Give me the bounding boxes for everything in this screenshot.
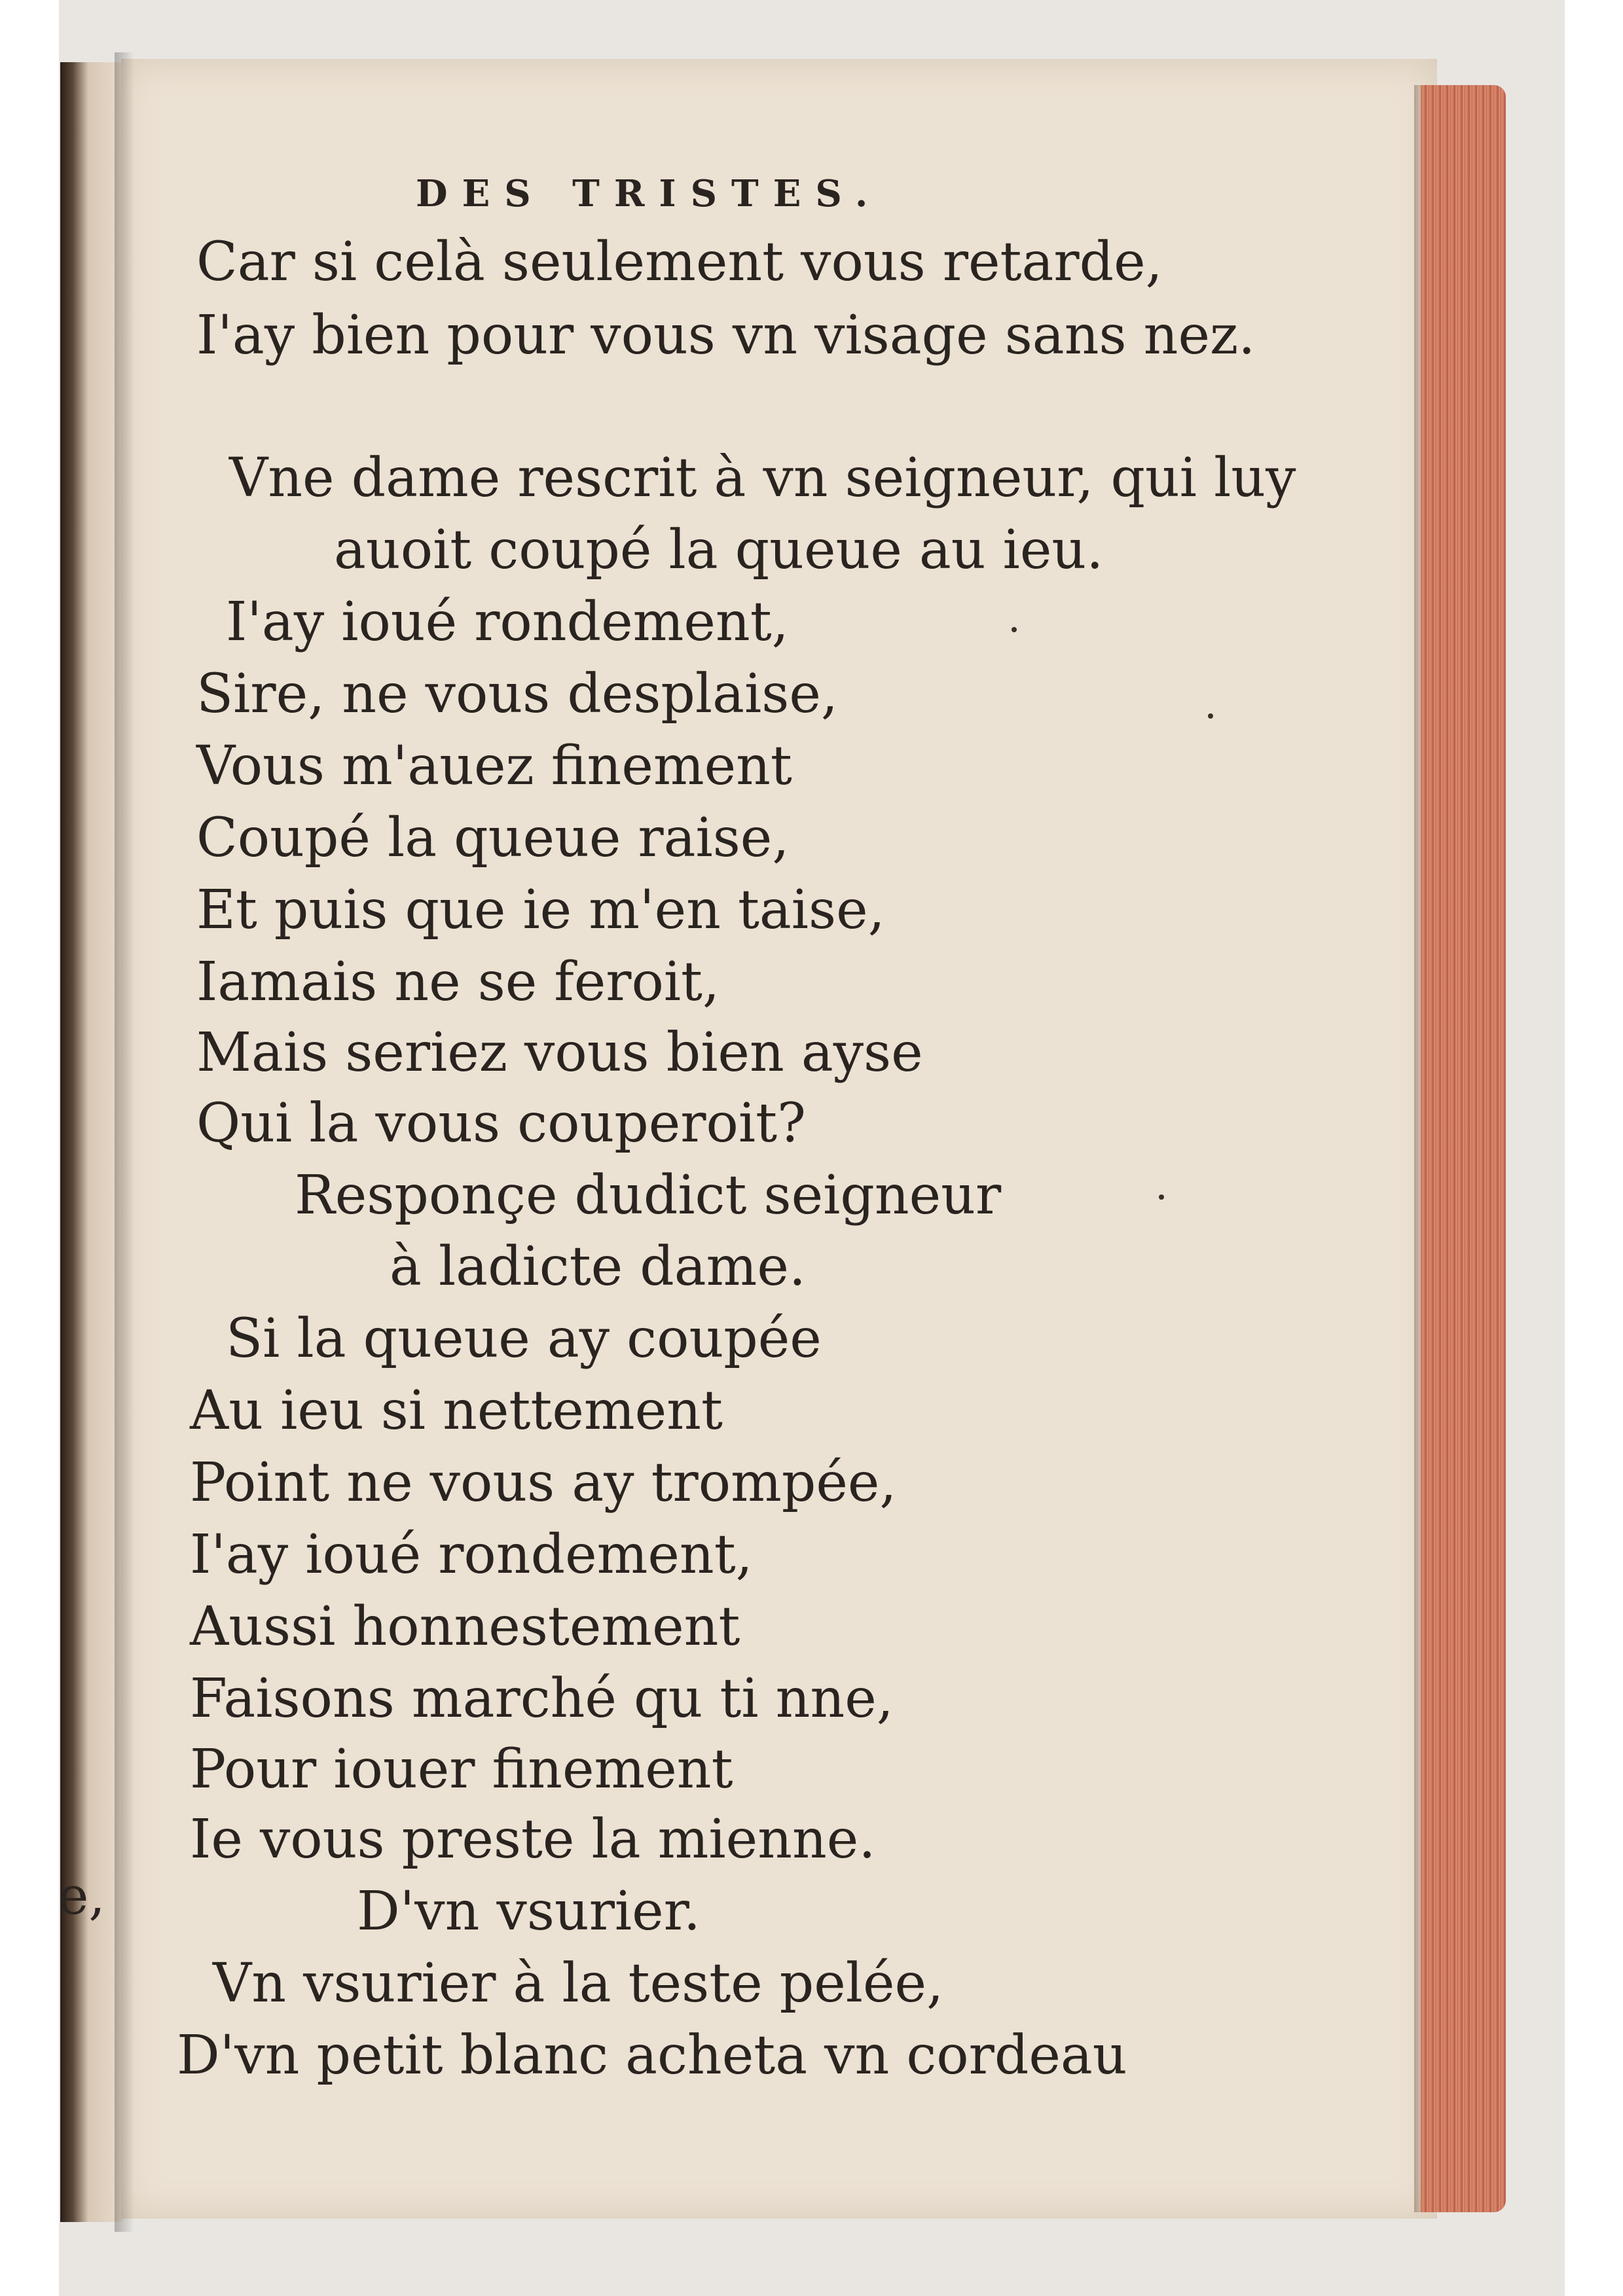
section-heading-line: à ladicte dame.	[390, 1236, 806, 1298]
verse-line: Car si celà seulement vous retarde,	[196, 231, 1163, 293]
section-heading-line: D'vn vsurier.	[357, 1880, 701, 1943]
verse-line: I'ay ioué rondement,	[190, 1524, 753, 1586]
verse-line: Mais seriez vous bien ayse	[196, 1022, 923, 1084]
verse-line: Vous m'auez finement	[196, 735, 792, 797]
section-heading-line: Responçe dudict seigneur	[295, 1164, 1002, 1227]
verse-line: Coupé la queue raise,	[196, 807, 790, 869]
verse-line: I'ay bien pour vous vn visage sans nez.	[196, 304, 1256, 367]
verse-line: Au ieu si nettement	[190, 1380, 723, 1442]
ink-speck	[1012, 627, 1017, 632]
section-heading-line: auoit coupé la queue au ieu.	[334, 519, 1104, 581]
verse-line: Aussi honnestement	[190, 1596, 740, 1658]
verse-line: Et puis que ie m'en taise,	[196, 879, 885, 941]
verse-line: Si la queue ay coupée	[226, 1308, 822, 1370]
verse-line: Ie vous preste la mienne.	[190, 1808, 876, 1871]
verse-line: Sire, ne vous desplaise,	[196, 663, 838, 725]
section-heading-line: Vne dame rescrit à vn seigneur, qui luy	[229, 447, 1296, 509]
left-page-text-fragment: e,	[58, 1865, 105, 1926]
verse-line: Iamais ne se feroit,	[196, 951, 720, 1013]
ink-speck	[1208, 713, 1213, 719]
verse-line: D'vn petit blanc acheta vn cordeau	[177, 2024, 1127, 2087]
ink-speck	[1159, 1194, 1164, 1200]
verse-line: I'ay ioué rondement,	[226, 591, 789, 653]
verse-line: Qui la vous couperoit?	[196, 1092, 806, 1155]
verse-line: Pour iouer finement	[190, 1738, 733, 1801]
verse-line: Faisons marché qu ti nne,	[190, 1668, 894, 1730]
verse-line: Point ne vous ay trompée,	[190, 1452, 897, 1514]
running-header: DES TRISTES.	[416, 172, 883, 215]
verse-line: Vn vsurier à la teste pelée,	[213, 1952, 944, 2015]
